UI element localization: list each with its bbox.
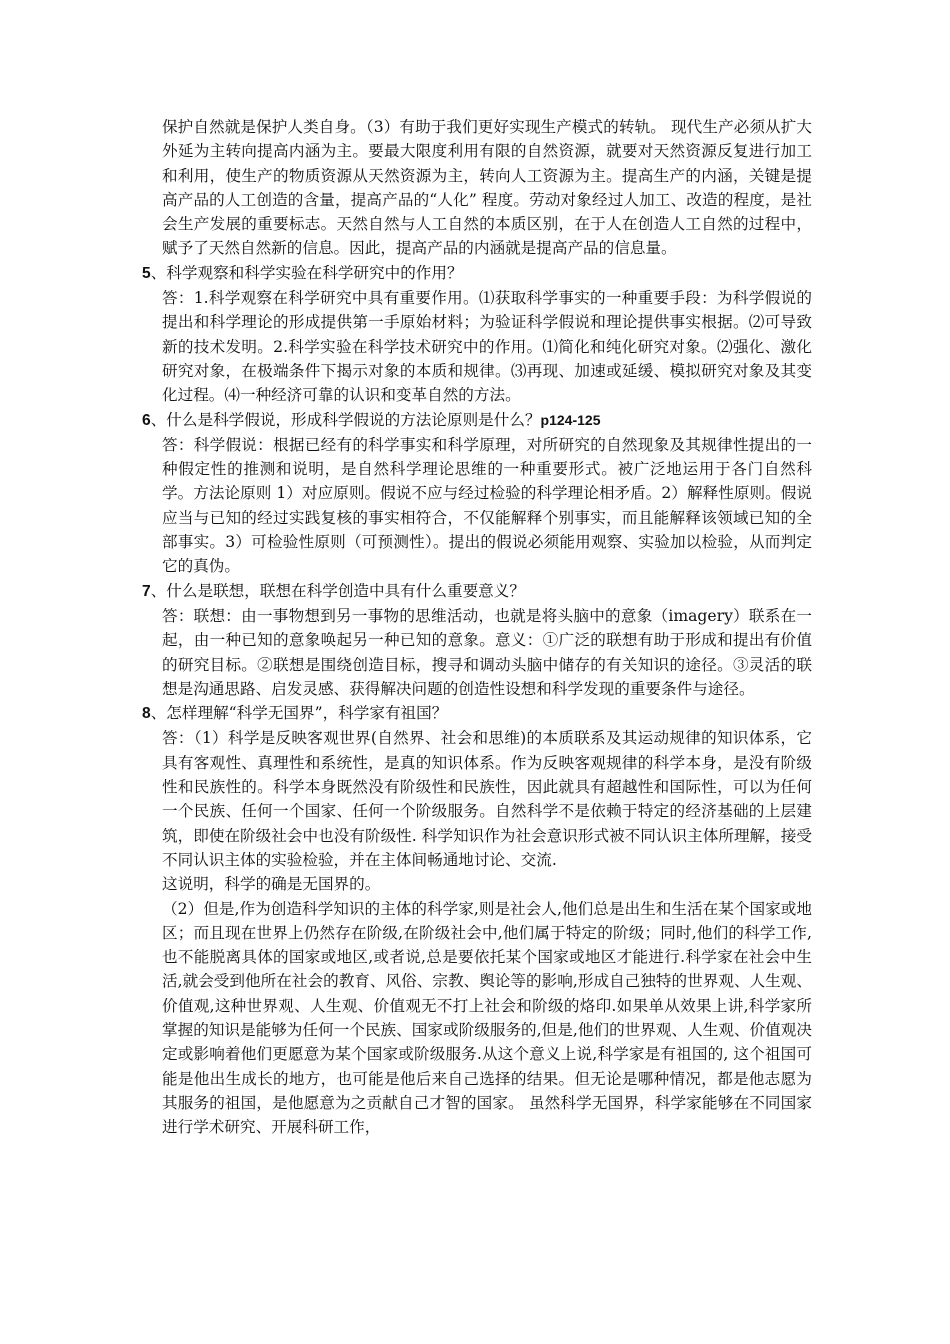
question-text: 、什么是科学假说，形成科学假说的方法论原则是什么？ (150, 410, 541, 429)
answer-8-conclusion: 这说明，科学的确是无国界的。 (162, 875, 381, 894)
answer-8-part-1: 答：（1）科学是反映客观世界(自然界、社会和思维)的本质联系及其运动规律的知识体系，它具有客观性、真理性和系统性，是真的知识体系。作为反映客观规律的科学本身，是没有阶级性和民族性的。科学本身既然没有阶级性和民族性，因此就具有超越性和国际性，可以为任何一个民族、任何一个国家、任何一个阶级服务。自然科学不是依赖于特定的经济基础的上层建筑，即使在阶级社会中也没有阶级性. 科学知识作为社会意识形式被不同认识主体所理解，接受不同认识主体的实验检验，并在主体间畅通地讨论、交流. (162, 729, 812, 869)
question-6-heading (142, 408, 812, 433)
question-number: 7 (142, 582, 151, 600)
question-8-heading (142, 701, 812, 726)
answer-5: 答：1.科学观察在科学研究中具有重要作用。⑴获取科学事实的一种重要手段：为科学假说的提出和科学理论的形成提供第一手原始材料；为验证科学假说和理论提供事实根据。⑵可导致新的技术发明。2.科学实验在科学技术研究中的作用。⑴简化和纯化研究对象。⑵强化、激化研究对象，在极端条件下揭示对象的本质和规律。⑶再现、加速或延缓、模拟研究对象及其变化过程。⑷一种经济可靠的认识和变革自然的方法。 (162, 289, 812, 405)
answer-6: 答：科学假说：根据已经有的科学事实和科学原理，对所研究的自然现象及其规律性提出的一种假定性的推测和说明，是自然科学理论思维的一种重要形式。被广泛地运用于各门自然科学。方法论原则 1）对应原则。假说不应与经过检验的科学理论相矛盾。2）解释性原则。假说应当与已知的经过实践复核的事实相符合，不仅能解释个别事实，而且能解释该领域已知的全部事实。3）可检验性原则（可预测性）。提出的假说必须能用观察、实验加以检验，从而判定它的真伪。 (162, 435, 812, 576)
answer-7: 答：联想：由一事物想到另一事物的思维活动，也就是将头脑中的意象（imagery）联系在一起，由一种已知的意象唤起另一种已知的意象。意义：①广泛的联想有助于形成和提出有价值的研究目标。②联想是围绕创造目标，搜寻和调动头脑中储存的有关知识的途径。③灵活的联想是沟通思路、启发灵感、获得解决问题的创造性设想和科学发现的重要条件与途径。 (162, 606, 812, 698)
question-7-heading (142, 579, 812, 604)
question-5-heading (142, 261, 812, 286)
answer-8-part-2: （2）但是,作为创造科学知识的主体的科学家,则是社会人,他们总是出生和生活在某个国家或地区；而且现在世界上仍然存在阶级,在阶级社会中,他们属于特定的阶级；同时,他们的科学工作,也不能脱离具体的国家或地区,或者说,总是要依托某个国家或地区才能进行.科学家在社会中生活,就会受到他所在社会的教育、风俗、宗教、舆论等的影响,形成自己独特的世界观、人生观、价值观,这种世界观、人生观、价值观无不打上社会和阶级的烙印.如果单从效果上讲,科学家所掌握的知识是能够为任何一个民族、国家或阶级服务的,但是,他们的世界观、人生观、价值观决定或影响着他们更愿意为某个国家或阶级服务.从这个意义上说,科学家是有祖国的, 这个祖国可能是他出生成长的地方，也可能是他后来自己选择的结果。但无论是哪种情况，都是他志愿为其服务的祖国，是他愿意为之贡献自己才智的国家。 虽然科学无国界，科学家能够在不同国家进行学术研究、开展科研工作， (162, 899, 812, 1137)
question-text: 、什么是联想，联想在科学创造中具有什么重要意义？ (150, 581, 525, 600)
page-reference: p124-125 (540, 411, 601, 428)
question-number: 6 (142, 411, 151, 429)
question-text: 、怎样理解“科学无国界”，科学家有祖国？ (150, 704, 448, 723)
question-number: 5 (142, 264, 151, 282)
question-text: 、科学观察和科学实验在科学研究中的作用？ (150, 263, 463, 282)
question-number: 8 (142, 705, 151, 723)
document-body (142, 115, 812, 1139)
paragraph-continuation: 保护自然就是保护人类自身。（3）有助于我们更好实现生产模式的转轨。 现代生产必须从扩大外延为主转向提高内涵为主。要最大限度利用有限的自然资源，就要对天然资源反复进行加工和利用，使生产的物质资源从天然资源为主，转向人工资源为主。提高生产的内涵，关键是提高产品的人工创造的含量，提高产品的“人化” 程度。劳动对象经过人加工、改造的程度，是社会生产发展的重要标志。天然自然与人工自然的本质区别，在于人在创造人工自然的过程中，赋予了天然自然新的信息。因此，提高产品的内涵就是提高产品的信息量。 (162, 118, 812, 258)
